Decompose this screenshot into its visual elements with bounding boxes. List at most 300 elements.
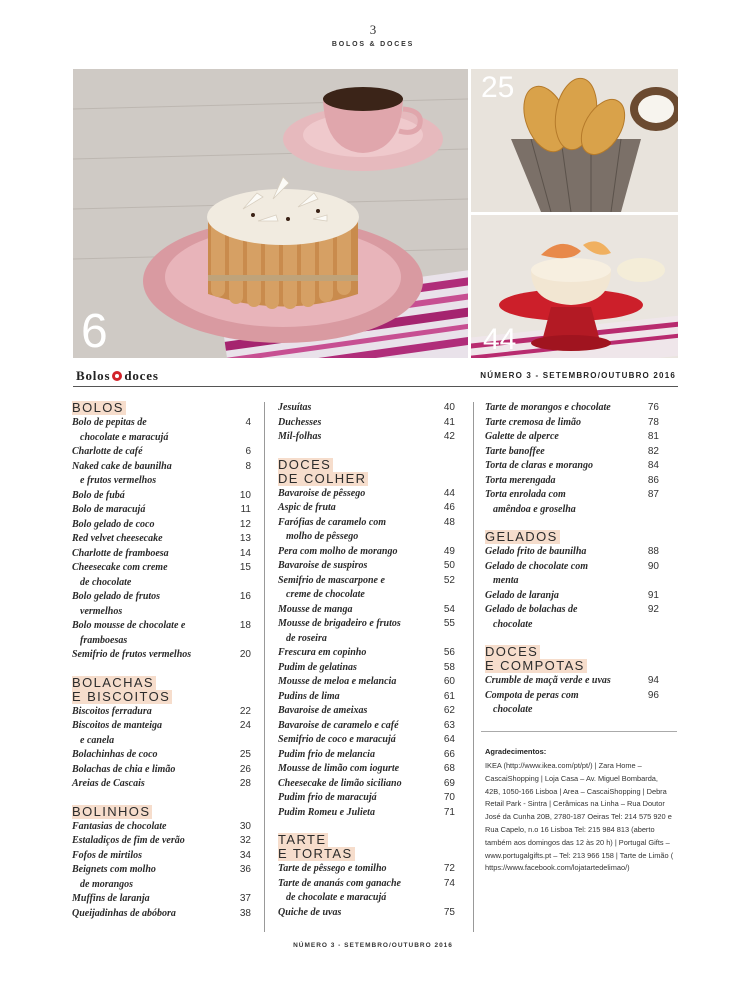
- toc-entry-title: Estaladiços de fim de verão: [72, 835, 185, 846]
- toc-entry-title-wrap: [278, 733, 441, 748]
- toc-entry-page: 37: [239, 893, 251, 904]
- toc-entry-title-wrap: [278, 791, 441, 806]
- toc-entry[interactable]: [278, 806, 455, 821]
- toc-entry[interactable]: [485, 689, 659, 718]
- charlotte-cake-photo: [73, 69, 468, 358]
- toc-entry-page: 96: [647, 689, 659, 701]
- toc-entry[interactable]: [278, 516, 455, 545]
- toc-entry-title: Semifrio de mascarpone e: [278, 574, 385, 586]
- toc-entry-title-wrap: [72, 460, 237, 489]
- toc-entry-page: 78: [647, 416, 659, 428]
- toc-entry-page: 18: [239, 620, 251, 631]
- toc-entry-title: Farófias de caramelo com: [278, 516, 387, 528]
- toc-entry-title-wrap: [72, 777, 237, 792]
- toc-entry-title: Bavaroise de suspiros: [278, 560, 368, 571]
- toc-entry-title-wrap: [278, 545, 441, 560]
- toc-entry[interactable]: [278, 430, 455, 445]
- toc-entry-title-wrap: [278, 777, 441, 792]
- toc-entry-title: Bavaroise de ameixas: [278, 705, 368, 716]
- toc-section: [485, 645, 659, 718]
- toc-entry-title-continued: chocolate e maracujá: [80, 431, 169, 443]
- toc-entry-title-wrap: [278, 862, 441, 877]
- toc-entry-title: Aspic de fruta: [278, 502, 336, 513]
- toc-entry[interactable]: [72, 445, 251, 460]
- toc-entry-page: 15: [239, 562, 251, 573]
- page-ref-6: 6: [81, 305, 108, 358]
- toc-entry-page: 22: [239, 705, 251, 717]
- toc-entry[interactable]: [278, 603, 455, 618]
- toc-entry-title-continued: creme de chocolate: [286, 589, 365, 600]
- toc-entry[interactable]: [485, 401, 659, 416]
- toc-entry-title: Queijadinhas de abóbora: [72, 907, 176, 919]
- toc-entry-title-wrap: [485, 488, 645, 517]
- toc-entry-title-wrap: [72, 863, 237, 892]
- toc-entry-page: 46: [443, 502, 455, 513]
- toc-entry-page: 10: [239, 489, 251, 501]
- toc-entry-page: 60: [443, 676, 455, 687]
- toc-entry[interactable]: [485, 560, 659, 589]
- toc-entry-title: Bolo gelado de frutos: [72, 591, 161, 602]
- toc-entry-title-continued: vermelhos: [80, 605, 123, 617]
- toc-entry-title-wrap: [72, 489, 237, 504]
- toc-entry[interactable]: [278, 704, 455, 719]
- toc-entry-title-wrap: [485, 401, 645, 416]
- toc-entry-title-wrap: [72, 834, 237, 849]
- toc-entry-title-wrap: [485, 560, 645, 589]
- toc-entry-page: 30: [239, 820, 251, 832]
- logo-word-doces: doces: [124, 368, 159, 383]
- toc-entry[interactable]: [485, 445, 659, 460]
- toc-entry-page: 25: [239, 749, 251, 760]
- toc-entry-page: 52: [443, 574, 455, 586]
- toc-entry-title: Pudim de gelatinas: [278, 661, 357, 673]
- toc-entry-title-wrap: [72, 820, 237, 835]
- toc-entry-title: Gelado frito de baunilha: [485, 546, 587, 557]
- toc-entry-title: Torta merengada: [485, 474, 556, 486]
- toc-entry-page: 69: [443, 777, 455, 789]
- toc-entry-title: Cheesecake de limão siciliano: [278, 777, 402, 789]
- toc-entry-page: 11: [240, 504, 251, 515]
- logo-word-bolos: Bolos: [76, 368, 111, 383]
- toc-entry-page: 40: [443, 402, 455, 413]
- toc-entry-title-wrap: [278, 748, 441, 763]
- toc-entry-page: 49: [443, 545, 455, 557]
- toc-entry-title-wrap: [278, 487, 441, 502]
- toc-entry-title-wrap: [485, 416, 645, 431]
- toc-entry-title: Mousse de brigadeiro e frutos: [278, 618, 401, 629]
- toc-entry-title-wrap: [485, 603, 645, 632]
- toc-entry-title: Tarte de ananás com ganache: [278, 877, 401, 889]
- toc-entry-title: Semifrio de frutos vermelhos: [72, 649, 192, 660]
- toc-entry[interactable]: [485, 416, 659, 431]
- toc-entry-title: Gelado de chocolate com: [485, 560, 589, 572]
- toc-section: [278, 458, 455, 821]
- toc-entry[interactable]: [72, 777, 251, 792]
- toc-entry[interactable]: [72, 416, 251, 445]
- toc-entry-page: 58: [443, 661, 455, 673]
- toc-entry-page: 62: [443, 705, 455, 716]
- toc-entry[interactable]: [72, 619, 251, 648]
- section-title: [72, 401, 251, 415]
- toc-entry[interactable]: [278, 791, 455, 806]
- toc-entry-title-wrap: [278, 675, 441, 690]
- charlotte-cake-illustration: [73, 69, 468, 358]
- toc-entry-title-continued: de roseira: [286, 632, 327, 644]
- toc-entry-title-wrap: [278, 704, 441, 719]
- toc-entry-page: 76: [647, 402, 659, 413]
- toc-entry-title: Fantasias de chocolate: [72, 820, 167, 832]
- toc-entry-title-wrap: [72, 763, 237, 778]
- toc-entry-title-wrap: [278, 877, 441, 906]
- section-title-line: BOLACHAS: [72, 674, 155, 690]
- toc-entry-title-wrap: [278, 574, 441, 603]
- toc-entry-title-wrap: [72, 748, 237, 763]
- toc-entry-title-wrap: [278, 690, 441, 705]
- toc-column-1: [72, 401, 251, 934]
- acknowledgements-title: Agradecimentos:: [485, 747, 547, 756]
- toc-entry-title: Mil-folhas: [278, 431, 322, 442]
- toc-section: [72, 401, 251, 663]
- toc-entry-title: Tarte de morangos e chocolate: [485, 402, 611, 413]
- toc-entry[interactable]: [72, 518, 251, 533]
- toc-entry-title-wrap: [72, 849, 237, 864]
- toc-entry-title: Gelado de laranja: [485, 589, 559, 601]
- toc-entry-title: Bolo gelado de coco: [72, 518, 155, 530]
- toc-entry[interactable]: [485, 603, 659, 632]
- toc-entry-page: 14: [239, 547, 251, 559]
- section-title-line: BOLINHOS: [72, 803, 151, 819]
- toc-entry-page: 72: [443, 863, 455, 874]
- column-divider: [264, 402, 265, 932]
- toc-entry-title-wrap: [72, 518, 237, 533]
- acknowledgements-body: IKEA (http://www.ikea.com/pt/pt/) | Zara Home – CascaiShopping | Loja Casa – Av. Miguel Bombarda, 42B, 1050-166 Lisboa | Area – CascaiShopping | Debra Retail Park - Sintra | Cerâmicas na Linha – Rua Doutor José da Cunha 20B, 2780-187 Oeiras Tel: 214 575 920 e Rua Capelo, n.o 16 Lisboa Tel: 215 984 813 (aberto também aos domingos das 12 às 20 h) | Portugal Gifts – www.portugalgifts.pt – Tel: 213 966 158 | Tarte de Limão ( https://www.facebook.com/lojatartedelimao/): [485, 761, 674, 873]
- toc-entry-title: Pera com molho de morango: [278, 545, 398, 557]
- toc-entry-title-wrap: [485, 445, 645, 460]
- toc-entry-title: Duchesses: [278, 416, 322, 428]
- toc-entry[interactable]: [278, 748, 455, 763]
- section-title-line: DOCES: [485, 644, 539, 659]
- toc-entry[interactable]: [278, 646, 455, 661]
- section-title: [72, 676, 251, 704]
- toc-entry-title: Biscoitos ferradura: [72, 705, 152, 717]
- toc-entry-title: Naked cake de baunilha: [72, 460, 172, 472]
- toc-entry[interactable]: [278, 777, 455, 792]
- toc-entry-title-wrap: [278, 559, 441, 574]
- section-title: [278, 833, 455, 861]
- toc-entry[interactable]: [278, 559, 455, 574]
- toc-entry[interactable]: [485, 459, 659, 474]
- toc-entry-title-wrap: [278, 430, 441, 445]
- toc-entry-title: Fofos de mirtilos: [72, 849, 143, 861]
- toc-entry[interactable]: [485, 545, 659, 560]
- running-head: BOLOS & DOCES: [331, 41, 415, 48]
- toc-entry-title-wrap: [72, 907, 237, 922]
- toc-entry-title-wrap: [72, 532, 237, 547]
- toc-entry-title-wrap: [72, 719, 237, 748]
- toc-column-3: [485, 401, 674, 875]
- toc-entry-page: 50: [443, 560, 455, 571]
- toc-entry-title-wrap: [278, 806, 441, 821]
- toc-entry[interactable]: [72, 561, 251, 590]
- toc-entry-title-continued: e frutos vermelhos: [80, 475, 157, 486]
- toc-entry-title-continued: e canela: [80, 734, 115, 746]
- toc-entry-title-wrap: [278, 603, 441, 618]
- toc-entry-page: 91: [647, 589, 659, 601]
- toc-entry[interactable]: [72, 590, 251, 619]
- toc-entry[interactable]: [278, 661, 455, 676]
- toc-entry-title: Red velvet cheesecake: [72, 533, 163, 544]
- toc-entry[interactable]: [72, 705, 251, 720]
- toc-entry[interactable]: [278, 906, 455, 921]
- toc-entry-page: 20: [239, 649, 251, 660]
- toc-entry[interactable]: [278, 487, 455, 502]
- toc-entry-title: Tarte banoffee: [485, 445, 545, 457]
- peach-bavaroise-photo: [471, 215, 678, 358]
- toc-entry[interactable]: [278, 617, 455, 646]
- toc-entry[interactable]: [278, 545, 455, 560]
- section-title: [72, 805, 251, 819]
- toc-entry-title-wrap: [278, 416, 441, 431]
- toc-entry-title: Galette de alperce: [485, 431, 559, 442]
- toc-entry-title-wrap: [485, 689, 645, 718]
- toc-entry[interactable]: [72, 892, 251, 907]
- toc-entry-title: Cheesecake com creme: [72, 562, 168, 573]
- toc-entry-title: Tarte cremosa de limão: [485, 416, 582, 428]
- toc-entry-title-wrap: [278, 719, 441, 734]
- acknowledgements-divider: [481, 731, 677, 733]
- toc-entry[interactable]: [278, 877, 455, 906]
- toc-entry-page: 8: [245, 460, 251, 472]
- toc-entry[interactable]: [278, 675, 455, 690]
- toc-entry[interactable]: [278, 574, 455, 603]
- toc-entry-title-wrap: [72, 445, 237, 460]
- toc-entry-page: 42: [443, 431, 455, 442]
- toc-entry-title: Charlotte de café: [72, 446, 143, 457]
- section-title: [485, 530, 659, 544]
- toc-entry[interactable]: [485, 589, 659, 604]
- toc-entry[interactable]: [278, 862, 455, 877]
- toc-entry-title: Bavaroise de pêssego: [278, 487, 366, 499]
- toc-entry-page: 64: [443, 734, 455, 745]
- column-divider: [473, 402, 474, 932]
- toc-entry-title-wrap: [485, 430, 645, 445]
- toc-entry-title-wrap: [278, 401, 441, 416]
- toc-entry[interactable]: [278, 501, 455, 516]
- section-title: [485, 645, 659, 673]
- section-title-line: E TORTAS: [278, 846, 353, 861]
- toc-entry-page: 88: [647, 546, 659, 557]
- toc-entry-page: 16: [239, 591, 251, 602]
- toc-entry[interactable]: [485, 474, 659, 489]
- toc-entry-title: Bavaroise de caramelo e café: [278, 719, 399, 731]
- toc-entry-title: Mousse de limão com iogurte: [278, 763, 400, 774]
- toc-entry-title-wrap: [72, 648, 237, 663]
- toc-entry-page: 55: [443, 618, 455, 629]
- toc-entry-title: Mousse de manga: [278, 603, 353, 615]
- toc-section: [485, 401, 659, 517]
- toc-entry-page: 86: [647, 474, 659, 486]
- toc-entry-title: Mousse de meloa e melancia: [278, 676, 397, 687]
- toc-entry-title-continued: chocolate: [493, 704, 533, 715]
- toc-entry-page: 87: [647, 489, 659, 500]
- toc-entry[interactable]: [72, 547, 251, 562]
- toc-entry-title: Gelado de bolachas de: [485, 604, 578, 615]
- toc-entry[interactable]: [485, 488, 659, 517]
- toc-entry-title: Compota de peras com: [485, 689, 579, 701]
- toc-entry-page: 94: [647, 675, 659, 686]
- toc-entry-page: 32: [239, 835, 251, 846]
- toc-entry-title-continued: molho de pêssego: [286, 531, 359, 542]
- toc-entry-page: 81: [647, 431, 659, 442]
- toc-entry-page: 6: [245, 446, 251, 457]
- toc-entry-page: 38: [239, 907, 251, 919]
- toc-entry-title: Bolo mousse de chocolate e: [72, 620, 186, 631]
- toc-entry-page: 56: [443, 647, 455, 658]
- toc-entry-page: 92: [647, 604, 659, 615]
- toc-entry-title-continued: de morangos: [80, 878, 134, 890]
- toc-section: [72, 676, 251, 792]
- toc-entry-title: Charlotte de framboesa: [72, 547, 169, 559]
- toc-entry-title-wrap: [485, 459, 645, 474]
- toc-entry-title: Quiche de uvas: [278, 906, 342, 918]
- toc-entry[interactable]: [72, 907, 251, 922]
- toc-entry-page: 71: [443, 806, 455, 818]
- toc-entry-title-wrap: [485, 474, 645, 489]
- toc-entry-page: 26: [239, 763, 251, 775]
- toc-entry-page: 84: [647, 460, 659, 471]
- toc-entry-title-wrap: [72, 547, 237, 562]
- toc-entry-page: 41: [443, 416, 455, 428]
- toc-entry-title-wrap: [72, 561, 237, 590]
- toc-entry-page: 70: [443, 792, 455, 803]
- toc-entry-page: 24: [239, 720, 251, 731]
- section-title-line: BOLOS: [72, 400, 124, 415]
- toc-entry[interactable]: [72, 532, 251, 547]
- toc-entry-title: Biscoitos de manteiga: [72, 720, 162, 731]
- toc-entry[interactable]: [72, 863, 251, 892]
- toc-entry-page: 36: [239, 864, 251, 875]
- toc-entry[interactable]: [72, 648, 251, 663]
- toc-entry-title-wrap: [278, 646, 441, 661]
- toc-entry-title: Areias de Cascais: [72, 778, 145, 789]
- toc-section: [278, 833, 455, 920]
- page-number: 3: [369, 22, 377, 37]
- toc-entry-title-continued: de chocolate: [80, 576, 132, 588]
- toc-entry-title-wrap: [278, 661, 441, 676]
- magazine-logo: [76, 368, 159, 384]
- toc-entry-title-wrap: [278, 762, 441, 777]
- toc-entry-title: Semifrio de coco e maracujá: [278, 734, 396, 745]
- toc-section: [485, 530, 659, 632]
- toc-section: [72, 805, 251, 922]
- toc-entry-title-wrap: [485, 674, 645, 689]
- toc-entry-title-wrap: [72, 619, 237, 648]
- toc-entry-page: 75: [443, 906, 455, 918]
- toc-entry-title-wrap: [278, 617, 441, 646]
- issue-label: NÚMERO 3 - SETEMBRO/OUTUBRO 2016: [480, 371, 676, 380]
- toc-entry[interactable]: [72, 849, 251, 864]
- toc-entry-title: Beignets com molho: [72, 864, 156, 875]
- toc-entry-title-wrap: [72, 416, 237, 445]
- toc-entry-title-wrap: [278, 501, 441, 516]
- toc-entry-title-wrap: [278, 516, 441, 545]
- toc-entry-page: 4: [245, 417, 251, 428]
- toc-entry-title: Pudim frio de maracujá: [278, 792, 377, 803]
- toc-entry-title: Bolo de pepitas de: [72, 417, 147, 428]
- toc-entry-title: Muffins de laranja: [72, 893, 150, 904]
- toc-entry-title: Pudins de lima: [278, 690, 340, 702]
- toc-entry-title: Tarte de pêssego e tomilho: [278, 863, 387, 874]
- page-ref-25: 25: [481, 71, 515, 104]
- toc-entry-page: 90: [647, 560, 659, 572]
- toc-entry-title-continued: amêndoa e groselha: [493, 503, 576, 515]
- coconut-biscuits-photo: [471, 69, 678, 212]
- toc-entry[interactable]: [72, 763, 251, 778]
- toc-entry[interactable]: [72, 503, 251, 518]
- section-title-line: DE COLHER: [278, 470, 367, 486]
- toc-entry-title: Torta enrolada com: [485, 489, 566, 500]
- toc-entry[interactable]: [485, 674, 659, 689]
- toc-sections: [485, 401, 659, 718]
- toc-entry[interactable]: [278, 719, 455, 734]
- toc-entry[interactable]: [278, 416, 455, 431]
- toc-entry-title: Torta de claras e morango: [485, 460, 593, 471]
- toc-entry-title-continued: framboesas: [80, 634, 128, 646]
- toc-entry-title: Frescura em copinho: [278, 647, 367, 658]
- brand-bar: [73, 363, 678, 387]
- toc-entry[interactable]: [72, 834, 251, 849]
- toc-entry[interactable]: [72, 460, 251, 489]
- toc-entry-title-wrap: [485, 545, 645, 560]
- toc-entry-title: Bolachinhas de coco: [72, 749, 158, 760]
- section-title-line: E BISCOITOS: [72, 688, 171, 704]
- page-ref-44: 44: [483, 323, 517, 356]
- toc-entry-title-wrap: [72, 503, 237, 518]
- toc-entry[interactable]: [72, 748, 251, 763]
- toc-entry[interactable]: [278, 690, 455, 705]
- toc-entry-title-wrap: [72, 892, 237, 907]
- toc-entry-page: 12: [239, 518, 251, 530]
- toc-entry[interactable]: [485, 430, 659, 445]
- toc-entry-title-wrap: [72, 590, 237, 619]
- toc-entry-page: 34: [239, 849, 251, 861]
- section-title-line: TARTE: [278, 832, 327, 847]
- toc-entry[interactable]: [278, 733, 455, 748]
- toc-entry-page: 68: [443, 763, 455, 774]
- toc-entry-title: Bolo de maracujá: [72, 504, 146, 515]
- toc-entry-title-wrap: [72, 705, 237, 720]
- toc-entry[interactable]: [72, 489, 251, 504]
- section-title-line: GELADOS: [485, 529, 558, 544]
- toc-entry-page: 13: [239, 533, 251, 544]
- toc-entry[interactable]: [278, 401, 455, 416]
- toc-entry-title: Bolachas de chia e limão: [72, 763, 176, 775]
- toc-entry-page: 54: [443, 603, 455, 615]
- toc-entry-page: 48: [443, 516, 455, 528]
- toc-entry-title: Jesuítas: [278, 402, 312, 413]
- toc-entry[interactable]: [72, 719, 251, 748]
- section-title: [278, 458, 455, 486]
- toc-entry[interactable]: [72, 820, 251, 835]
- toc-entry-title-continued: de chocolate e maracujá: [286, 892, 387, 903]
- toc-entry-title: Pudim Romeu e Julieta: [278, 806, 375, 818]
- toc-entry-title: Crumble de maçã verde e uvas: [485, 675, 611, 686]
- toc-entry-page: 74: [443, 877, 455, 889]
- toc-entry-title: Bolo de fubá: [72, 489, 125, 501]
- toc-entry-page: 28: [239, 778, 251, 789]
- toc-entry-title-continued: menta: [493, 575, 519, 586]
- toc-entry[interactable]: [278, 762, 455, 777]
